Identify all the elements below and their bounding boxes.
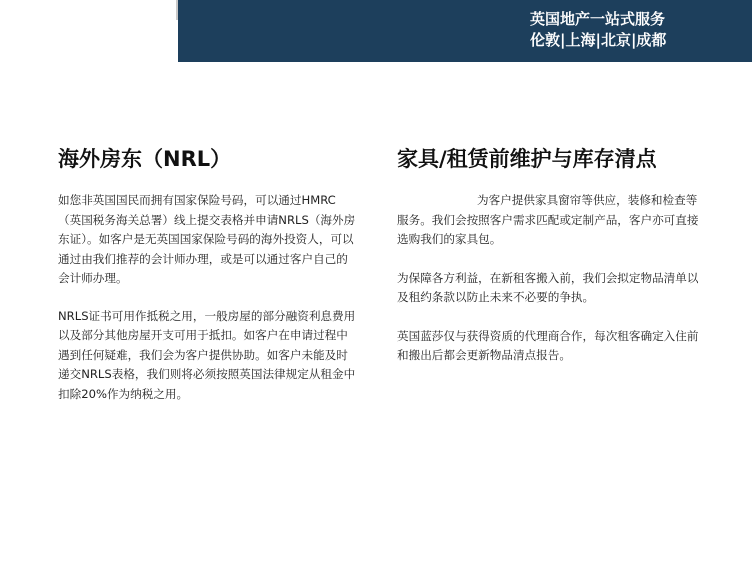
section-nrl — [58, 145, 358, 422]
header-tagline — [530, 9, 730, 51]
tagline-services: 英国地产一站式服务 — [530, 10, 666, 28]
nrl-paragraph-2: NRLS证书可用作抵税之用，一般房屋的部分融资利息费用以及部分其他房屋开支可用于抵扣。如客户在申请过程中遇到任何疑难，我们会为客户提供协助。如客户未能及时递交NRLS表格，我们则将必须按照英国法律规定从租金中扣除20%作为纳税之用。 — [58, 308, 356, 401]
logo-area — [0, 0, 178, 62]
furniture-paragraph-2: 为保障各方利益，在新租客搬入前，我们会拟定物品清单以及租约条款以防止未来不必要的争执。 — [397, 270, 699, 304]
section-furniture — [397, 145, 707, 385]
logo-divider — [176, 0, 178, 20]
nrl-paragraph-1: 如您非英国国民而拥有国家保险号码，可以通过HMRC（英国税务海关总署）线上提交表格并申请NRLS（海外房东证）。如客户是无英国国家保险号码的海外投资人，可以通过由我们推荐的会计师办理，或是可以通过客户自己的会计师办理。 — [58, 193, 356, 285]
furniture-paragraph-3: 英国蓝莎仅与获得资质的代理商合作，每次租客确定入住前和搬出后都会更新物品清点报告。 — [397, 328, 699, 362]
section-title-furniture: 家具/租赁前维护与库存清点 — [397, 147, 657, 171]
tagline-cities: 伦敦|上海|北京|成都 — [530, 31, 667, 49]
furniture-paragraph-1: 为客户提供家具窗帘等供应，装修和检查等服务。我们会按照客户需求匹配或定制产品，客户亦可直接选购我们的家具包。 — [397, 193, 699, 246]
section-title-nrl: 海外房东（NRL） — [58, 147, 232, 171]
header-band — [0, 0, 752, 62]
